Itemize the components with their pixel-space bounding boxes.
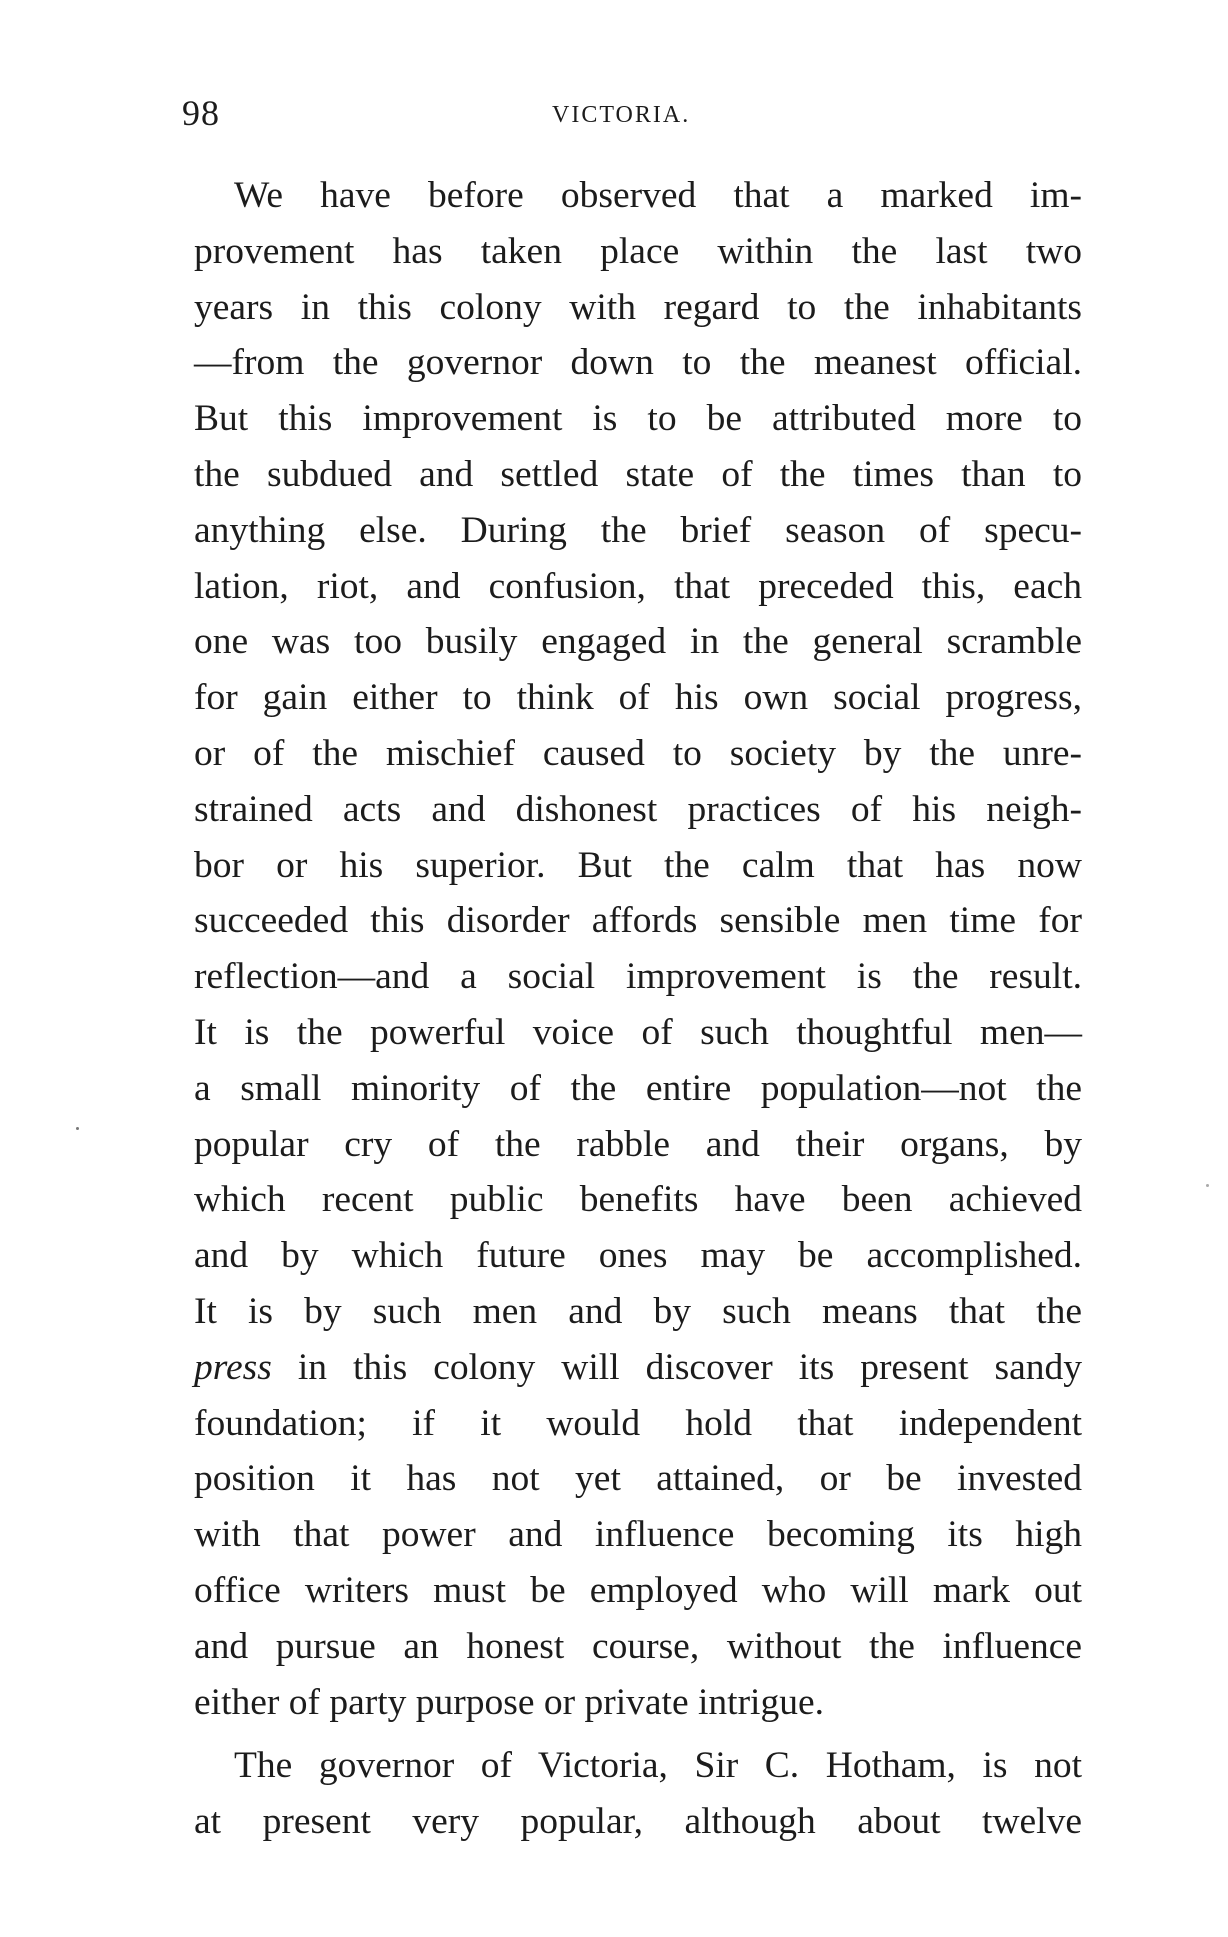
text-line-with-italic	[194, 1340, 1082, 1396]
text-line: It is by such men and by such means that the	[194, 1290, 1082, 1332]
italic-word: press	[194, 1346, 272, 1388]
text-line: bor or his superior. But the calm that has now	[194, 844, 1082, 886]
paper-speck	[76, 1127, 79, 1130]
text-line: for gain either to think of his own social progress,	[194, 677, 1082, 719]
text-line: —from the governor down to the meanest official.	[194, 342, 1082, 384]
text-line: with that power and influence becoming its high	[194, 1514, 1082, 1556]
text-line-rest: in this colony will discover its present sandy	[271, 1346, 1082, 1388]
text-line: either of party purpose or private intrigue.	[194, 1681, 824, 1723]
text-line: It is the powerful voice of such thoughtful men—	[194, 1011, 1082, 1053]
text-line: lation, riot, and confusion, that preceded this, each	[194, 565, 1082, 607]
running-title: VICTORIA.	[552, 102, 691, 128]
page-number: 98	[182, 93, 220, 133]
text-line: which recent public benefits have been achieved	[194, 1179, 1082, 1221]
text-line: popular cry of the rabble and their organs, by	[194, 1123, 1082, 1165]
text-line: and pursue an honest course, without the influence	[194, 1625, 1082, 1667]
text-line: The governor of Victoria, Sir C. Hotham, is not	[234, 1745, 1082, 1787]
text-line: We have before observed that a marked im-	[234, 175, 1082, 216]
paragraph-gap	[194, 1730, 1082, 1738]
text-line: years in this colony with regard to the inhabitants	[194, 286, 1082, 328]
running-head	[182, 92, 1082, 142]
text-line: But this improvement is to be attributed more to	[194, 398, 1082, 440]
text-line: and by which future ones may be accomplished.	[194, 1235, 1082, 1277]
paper-speck	[1206, 1184, 1209, 1187]
text-line: office writers must be employed who will mark out	[194, 1569, 1082, 1611]
body-text	[194, 168, 1082, 1850]
text-line: the subdued and settled state of the times than to	[194, 453, 1082, 495]
text-line: one was too busily engaged in the general scramble	[194, 621, 1082, 663]
text-line: at present very popular, although about twelve	[194, 1801, 1082, 1843]
text-line: strained acts and dishonest practices of his neigh-	[194, 788, 1082, 830]
text-line: reflection—and a social improvement is the result.	[194, 956, 1082, 998]
text-line: position it has not yet attained, or be invested	[194, 1458, 1082, 1500]
text-line: foundation; if it would hold that independent	[194, 1402, 1082, 1444]
text-line: provement has taken place within the last two	[194, 230, 1082, 272]
text-line: succeeded this disorder affords sensible men time for	[194, 900, 1082, 942]
text-line: anything else. During the brief season of specu-	[194, 509, 1082, 551]
text-line: a small minority of the entire population—not the	[194, 1067, 1082, 1109]
text-line: or of the mischief caused to society by the unre-	[194, 732, 1082, 774]
